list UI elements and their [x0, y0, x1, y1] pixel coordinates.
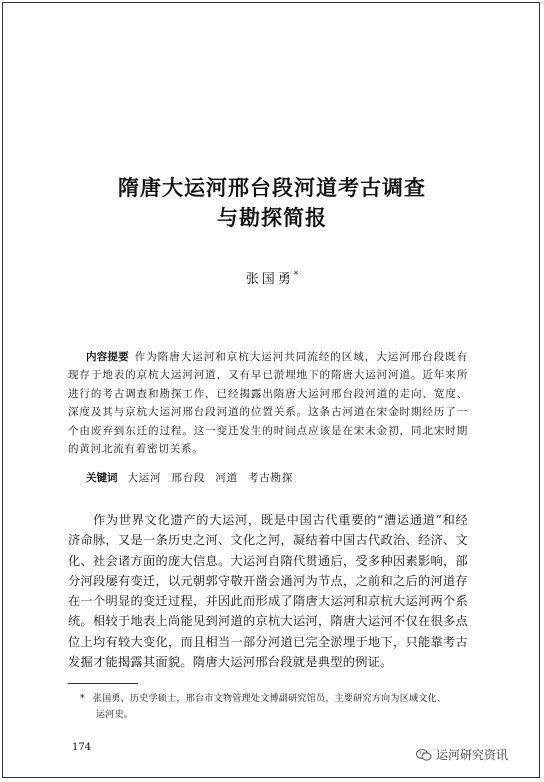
abstract-text: 作为隋唐大运河和京杭大运河共同流经的区域，大运河邢台段既有现存于地表的京杭大运河河道，又有早已淤埋地下的隋唐大运河河道。近年来所进行的考古调查和勘探工作，已经揭露出隋唐大运河邢台段河道的走向、宽度、深度及其与京杭大运河邢台段河道的位置关系。这条古河道在宋金时期经历了一个由废弃到东迁的过程。这一变迁发生的时间点应该是在宋末金初，同北宋时期的黄河北流有着密切关系。 [68, 351, 469, 456]
footnote [68, 691, 468, 723]
keywords-label: 关键词 [86, 472, 118, 484]
footnote-line-2: 运河史。 [96, 710, 134, 720]
wechat-icon [416, 748, 432, 762]
article-title-line-2: 与勘探简报 [217, 205, 327, 230]
keyword: 大运河 [127, 472, 162, 484]
keyword: 河道 [215, 472, 238, 484]
footnote-divider [68, 683, 138, 684]
keyword: 邢台段 [171, 472, 206, 484]
author-footnote-mark: * [293, 270, 299, 281]
body-paragraph: 作为世界文化遗产的大运河，既是中国古代重要的“漕运通道”和经济命脉，又是一条历史之河、文化之河，凝结着中国古代政治、经济、文化、社会诸方面的庞大信息。大运河自隋代贯通后，受多种因素影响，部分河段屡有变迁，以元朝郭守敬开凿会通河为节点，之前和之后的河道存在一个明显的变迁过程，并因此而形成了隋唐大运河和京杭大运河两个系统。相较于地表上尚能见到河道的京杭大运河，隋唐大运河不仅在很多点位上均有较大变化，而且相当一部分河道已完全淤埋于地下，只能靠考古发掘才能揭露其面貌。隋唐大运河邢台段就是典型的例证。 [68, 513, 468, 670]
abstract-label: 内容提要 [86, 351, 129, 363]
article-title-line-1: 隋唐大运河邢台段河道考古调查 [118, 175, 426, 200]
author-name: 张国勇 [245, 272, 294, 287]
watermark [416, 746, 508, 763]
author [0, 268, 544, 287]
footnote-mark: * [80, 694, 85, 704]
keyword: 考古勘探 [247, 472, 294, 484]
keywords [68, 470, 468, 485]
watermark-text: 运河研究资讯 [436, 748, 509, 762]
abstract [68, 348, 468, 458]
page-number: 174 [72, 742, 92, 753]
footnote-line-1: 张国勇，历史学硕士，邢台市文物管理处文博副研究馆员，主要研究方向为区域文化、 [92, 694, 447, 704]
